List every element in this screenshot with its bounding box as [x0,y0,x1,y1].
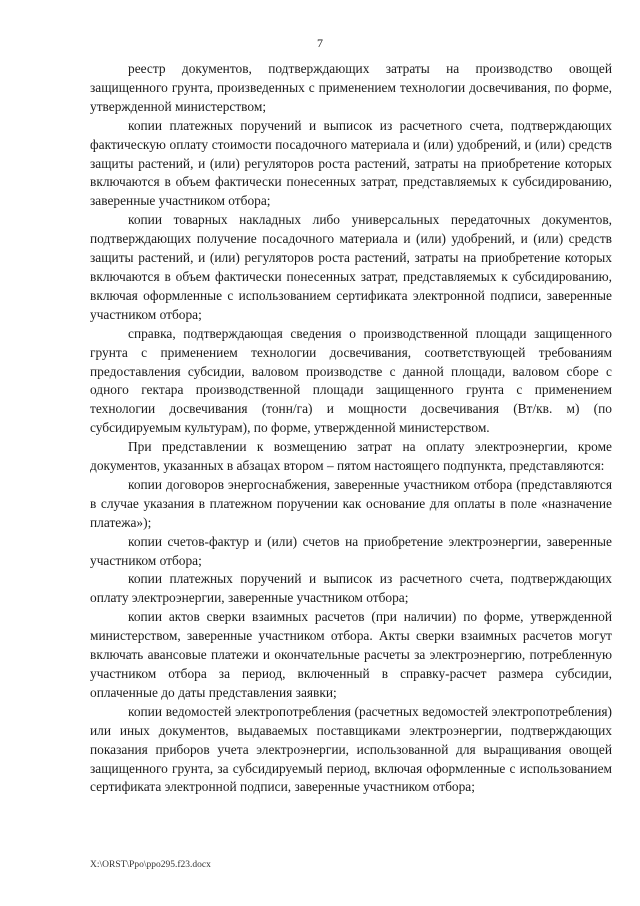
paragraph-invoices: копии счетов-фактур и (или) счетов на приобретение электроэнергии, заверенные участником отбора; [90,533,612,568]
paragraph-energy-contracts: копии договоров энергоснабжения, заверенные участником отбора (представляются в случае указания в платежном поручении как основание для оплаты в поле «назначение платежа»); [90,476,612,530]
footer-file-path: X:\ORST\Ppo\ppo295.f23.docx [90,860,211,870]
document-body [90,60,612,797]
paragraph-production-area-certificate: справка, подтверждающая сведения о производственной площади защищенного грунта с применением технологии досвечивания, соответствующей требованиям предоставления субсидии, валовом производстве с данной площади, валовом сборе с одного гектара производственной площади защищенного грунта с применением технологии досвечивания (тонн/га) и мощности досвечивания (Вт/кв. м) (по субсидируемым культурам), по форме, утвержденной министерством. [90,325,612,436]
paragraph-consumption-statements: копии ведомостей электропотребления (расчетных ведомостей электропотребления) или иных документов, выдаваемых поставщиками электроэнергии, подтверждающих показания приборов учета электроэнергии, использованной для выращивания овощей защищенного грунта, за субсидируемый период, включая оформленные с использованием сертификата электронной подписи, заверенные участником отбора; [90,703,612,795]
paragraph-payment-orders-electricity: копии платежных поручений и выписок из расчетного счета, подтверждающих оплату электроэнергии, заверенные участником отбора; [90,571,612,606]
paragraph-payment-orders-materials: копии платежных поручений и выписок из расчетного счета, подтверждающих фактическую оплату стоимости посадочного материала и (или) удобрений, и (или) средств защиты растений, и (или) регуляторов роста растений, затраты на приобретение которых включаются в объем фактически понесенных затрат, представляемых к субсидированию, заверенные участником отбора; [90,117,612,209]
paragraph-electricity-intro: При представлении к возмещению затрат на оплату электроэнергии, кроме документов, указанных в абзацах втором – пятом настоящего подпункта, представляются: [90,439,612,474]
page-number: 7 [317,36,323,50]
paragraph-reconciliation-acts: копии актов сверки взаимных расчетов (при наличии) по форме, утвержденной министерством, заверенные участником отбора. Акты сверки взаимных расчетов могут включать авансовые платежи и окончательные расчеты за электроэнергию, потребленную участником отбора за период, включенный в справку-расчет размера субсидии, оплаченные до даты представления заявки; [90,609,612,700]
paragraph-documents-registry: реестр документов, подтверждающих затраты на производство овощей защищенного грунта, произведенных с применением технологии досвечивания, по форме, утвержденной министерством; [90,61,612,114]
paragraph-waybills: копии товарных накладных либо универсальных передаточных документов, подтверждающих получение посадочного материала и (или) удобрений, и (или) средств защиты растений, и (или) регуляторов роста растений, затраты на приобретение которых включаются в объем фактически понесенных затрат, представляемых к субсидированию, включая оформленные с использованием сертификата электронной подписи, заверенные участником отбора; [90,212,612,322]
